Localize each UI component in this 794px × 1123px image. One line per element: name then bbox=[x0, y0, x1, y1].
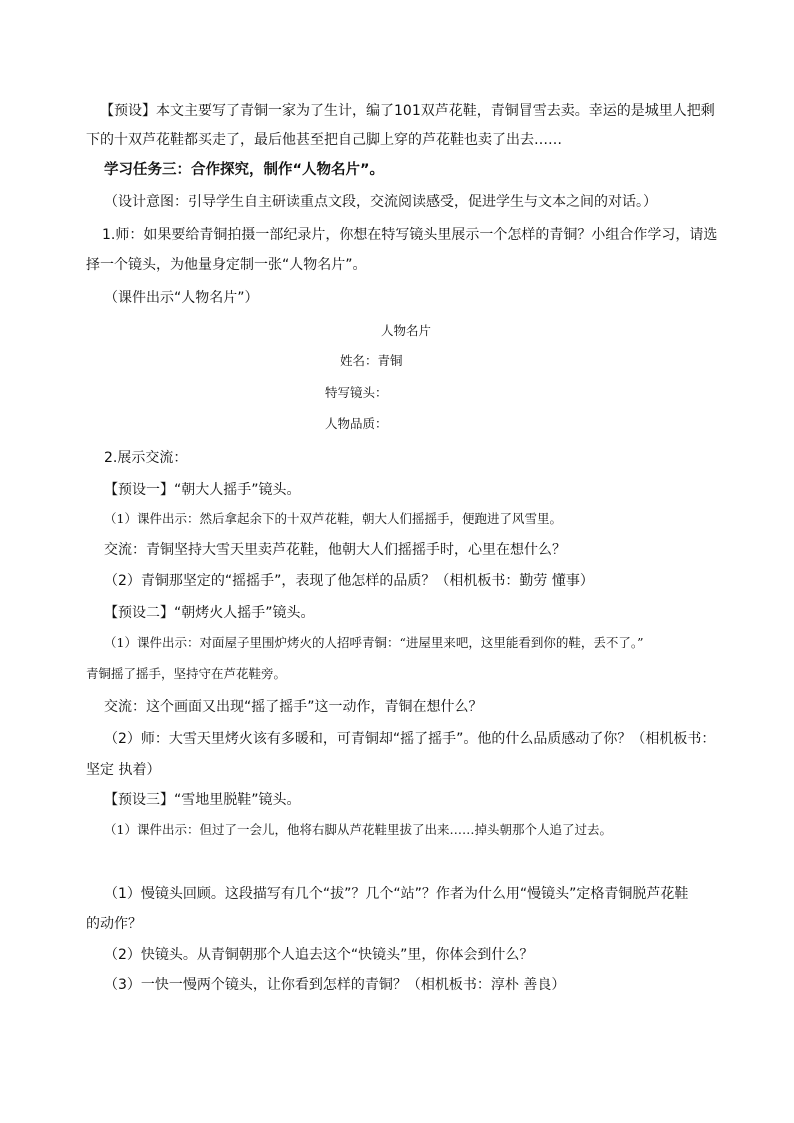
preset2-question-2-line-2: 坚定 执着） bbox=[86, 762, 161, 778]
preset2-exchange: 交流：这个画面又出现“摇了摇手”这一动作，青铜在想什么？ bbox=[104, 699, 483, 715]
preset2-courseware-line-1: （1）课件出示：对面屋子里围炉烤火的人招呼青铜：“进屋里来吧，这里能看到你的鞋，丢不了。” bbox=[104, 635, 644, 650]
preset2-courseware-line-2: 青铜摇了摇手，坚持守在芦花鞋旁。 bbox=[86, 666, 287, 681]
preset3-heading: 【预设三】“雪地里脱鞋”镜头。 bbox=[104, 792, 301, 808]
preset1-heading: 【预设一】“朝大人摇手”镜头。 bbox=[104, 482, 301, 498]
preset3-courseware: （1）课件出示：但过了一会儿，他将右脚从芦花鞋里拔了出来……掉头朝那个人追了过去。 bbox=[104, 822, 612, 837]
preset1-courseware: （1）课件出示：然后拿起余下的十双芦花鞋，朝大人们摇摇手，便跑进了风雪里。 bbox=[104, 511, 562, 526]
step1-line-1: 1.师：如果要给青铜拍摄一部纪录片，你想在特写镜头里展示一个怎样的青铜？小组合作学习，请选 bbox=[102, 227, 718, 243]
step1-line-2: 择一个镜头，为他量身定制一张“人物名片”。 bbox=[86, 257, 367, 273]
preset-intro-line-2: 下的十双芦花鞋都买走了，最后他甚至把自己脚上穿的芦花鞋也卖了出去…… bbox=[86, 132, 562, 148]
preset2-heading: 【预设二】“朝烤火人摇手”镜头。 bbox=[104, 605, 315, 621]
preset1-exchange: 交流：青铜坚持大雪天里卖芦花鞋，他朝大人们摇摇手时，心里在想什么？ bbox=[104, 542, 566, 558]
card-title: 人物名片 bbox=[381, 323, 432, 338]
fast-motion: （2）快镜头。从青铜朝那个人追去这个“快镜头”里，你体会到什么？ bbox=[104, 947, 534, 963]
preset2-question-2-line-1: （2）师：大雪天里烤火该有多暖和，可青铜却“摇了摇手”。他的什么品质感动了你？（相机板书： bbox=[104, 731, 716, 747]
preset-intro-line-1: 【预设】本文主要写了青铜一家为了生计，编了101双芦花鞋，青铜冒雪去卖。幸运的是城里人把剩 bbox=[100, 103, 715, 119]
card-quality: 人物品质： bbox=[325, 416, 388, 431]
fast-slow-question: （3）一快一慢两个镜头，让你看到怎样的青铜？（相机板书：淳朴 善良） bbox=[104, 977, 566, 993]
courseware-card-note: （课件出示“人物名片”） bbox=[104, 290, 259, 306]
slow-motion-line-1: （1）慢镜头回顾。这段描写有几个“拔”？几个“站”？作者为什么用“慢镜头”定格青铜脱芦花鞋 bbox=[104, 886, 689, 902]
task3-heading: 学习任务三：合作探究，制作“人物名片”。 bbox=[104, 162, 385, 178]
slow-motion-line-2: 的动作？ bbox=[86, 916, 142, 932]
card-name: 姓名：青铜 bbox=[340, 353, 403, 368]
preset1-question-2: （2）青铜那坚定的“摇摇手”，表现了他怎样的品质？（相机板书：勤劳 懂事） bbox=[104, 573, 594, 589]
step2: 2.展示交流： bbox=[104, 450, 188, 466]
design-intent: （设计意图：引导学生自主研读重点文段，交流阅读感受，促进学生与文本之间的对话。） bbox=[104, 194, 657, 210]
card-closeup: 特写镜头： bbox=[325, 385, 388, 400]
